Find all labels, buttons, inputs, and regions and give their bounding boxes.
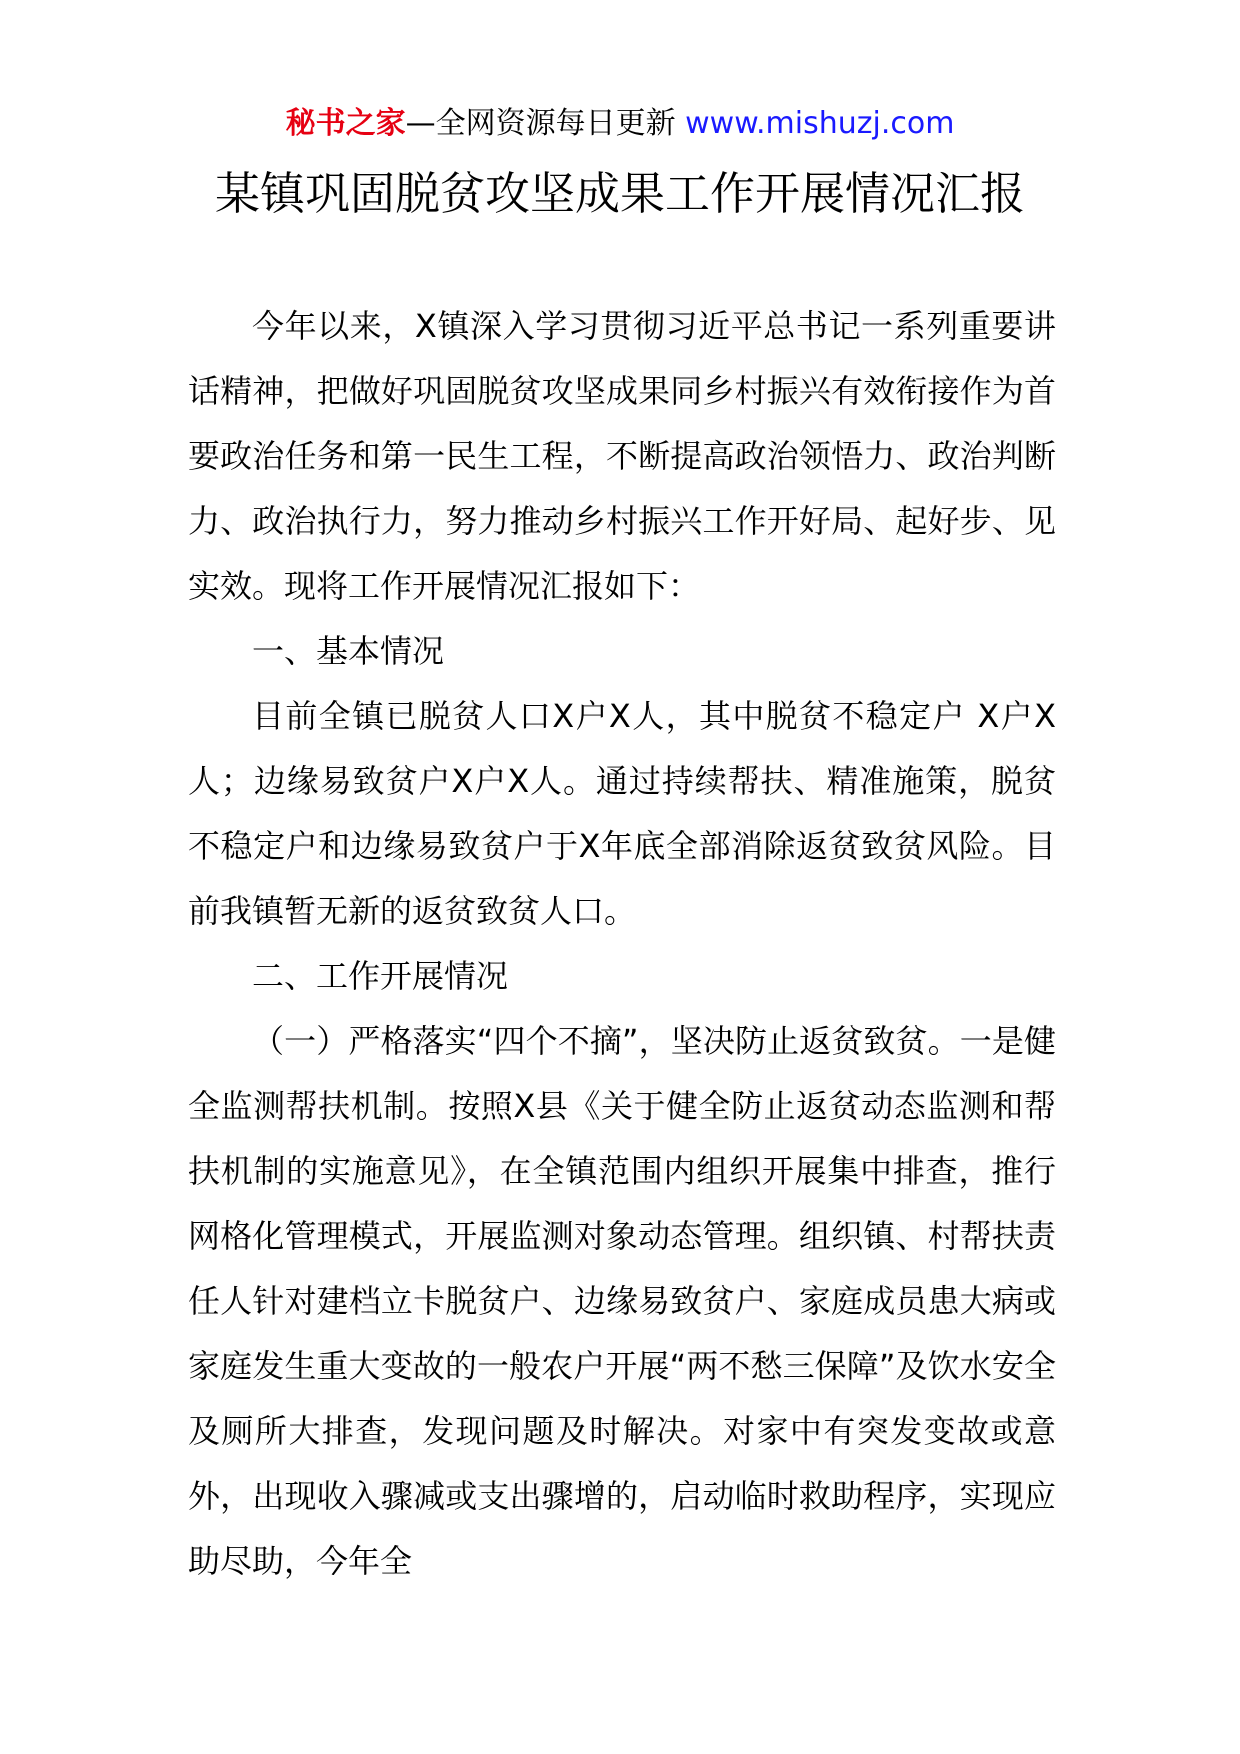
work-paragraph: （一）严格落实“四个不摘”，坚决防止返贫致贫。一是健全监测帮扶机制。按照X县《关于健全防止返贫动态监测和帮扶机制的实施意见》，在全镇范围内组织开展集中排查，推行网格化管理模式，开展监测对象动态管理。组织镇、村帮扶责任人针对建档立卡脱贫户、边缘易致贫户、家庭成员患大病或家庭发生重大变故的一般农户开展“两不愁三保障”及饮水安全及厕所大排查，发现问题及时解决。对家中有突发变故或意外，出现收入骤减或支出骤增的，启动临时救助程序，实现应助尽助，今年全: [188, 1022, 1056, 1580]
site-header: [0, 102, 1240, 146]
intro-paragraph: 今年以来，X镇深入学习贯彻习近平总书记一系列重要讲话精神，把做好巩固脱贫攻坚成果同乡村振兴有效衔接作为首要政治任务和第一民生工程，不断提高政治领悟力、政治判断力、政治执行力，努力推动乡村振兴工作开好局、起好步、见实效。现将工作开展情况汇报如下：: [188, 307, 1056, 605]
site-url-link[interactable]: www.mishuzj.com: [685, 106, 955, 141]
section-heading-work: 二、工作开展情况: [252, 957, 509, 995]
site-name: 秘书之家: [285, 106, 406, 141]
site-slogan: —全网资源每日更新: [405, 106, 676, 141]
document-title: 某镇巩固脱贫攻坚成果工作开展情况汇报: [214, 167, 1025, 220]
document-body: [188, 294, 1056, 1594]
section-heading-basic: 一、基本情况: [252, 632, 445, 670]
basic-situation-paragraph: 目前全镇已脱贫人口X户X人，其中脱贫不稳定户 X户X人；边缘易致贫户X户X人。通过持续帮扶、精准施策，脱贫不稳定户和边缘易致贫户于X年底全部消除返贫致贫风险。目前我镇暂无新的返贫致贫人口。: [188, 697, 1056, 930]
